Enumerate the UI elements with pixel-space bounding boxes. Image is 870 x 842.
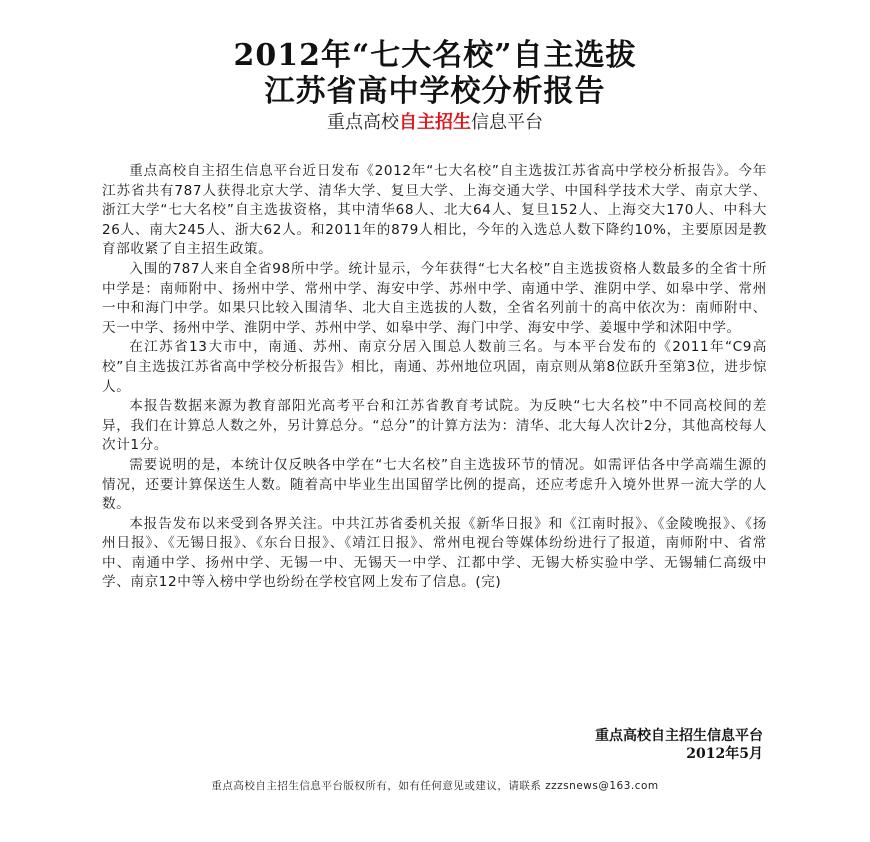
body-paragraph: 入围的787人来自全省98所中学。统计显示，今年获得“七大名校”自主选拔资格人数最多的全省十所中学是：南师附中、扬州中学、常州中学、海安中学、苏州中学、南通中学、淮阴中学、如皋中学、常州一中和海门中学。如果只比较入围清华、北大自主选拔的人数，全省名列前十的高中依次为：南师附中、天一中学、扬州中学、淮阴中学、苏州中学、如皋中学、海门中学、海安中学、姜堰中学和沭阳中学。 — [102, 260, 767, 336]
body-paragraph: 本报告数据来源为教育部阳光高考平台和江苏省教育考试院。为反映“七大名校”中不同高校间的差异，我们在计算总人数之外，另计算总分。“总分”的计算方法为：清华、北大每人次计2分，其他高校每人次计1分。 — [102, 398, 767, 454]
subtitle-suffix: 信息平台 — [471, 112, 543, 133]
body-paragraph: 需要说明的是，本统计仅反映各中学在“七大名校”自主选拔环节的情况。如需评估各中学高端生源的情况，还要计算保送生人数。随着高中毕业生出国留学比例的提高，还应考虑升入境外世界一流大学的人数。 — [102, 456, 767, 513]
body-paragraph: 本报告发布以来受到各界关注。中共江苏省委机关报《新华日报》和《江南时报》、《金陵晚报》、《扬州日报》、《无锡日报》、《东台日报》、《靖江日报》、常州电视台等媒体纷纷进行了报道，南师附中、省常中、南通中学、扬州中学、无锡一中、无锡天一中学、江都中学、无锡大桥实验中学、无锡辅仁高级中学、南京12中等入榜中学也纷纷在学校官网上发布了信息。(完) — [102, 515, 767, 591]
report-title-line1: 2012年“七大名校”自主选拔 — [233, 38, 637, 73]
signature-org: 重点高校自主招生信息平台 — [595, 728, 763, 744]
copyright-footer: 重点高校自主招生信息平台版权所有，如有任何意见或建议，请联系 zzzsnews@163.com — [211, 780, 659, 792]
signature-date: 2012年5月 — [686, 746, 763, 762]
body-paragraph: 在江苏省13大市中，南通、苏州、南京分居入围总人数前三名。与本平台发布的《2011年“C9高校”自主选拔江苏省高中学校分析报告》相比，南通、苏州地位巩固，南京则从第8位跃升至第3位，进步惊人。 — [102, 339, 767, 395]
body-paragraph: 重点高校自主招生信息平台近日发布《2012年“七大名校”自主选拔江苏省高中学校分析报告》。今年江苏省共有787人获得北京大学、清华大学、复旦大学、上海交通大学、中国科学技术大学、南京大学、浙江大学“七大名校”自主选拔资格，其中清华68人、北大64人、复旦152人、上海交大170人、中科大26人、南大245人、浙大62人。和2011年的879人相比，今年的入选总人数下降约10%，主要原因是教育部收紧了自主招生政策。 — [102, 163, 767, 258]
platform-subtitle — [0, 111, 870, 135]
report-title-line2: 江苏省高中学校分析报告 — [264, 74, 606, 109]
report-body — [102, 162, 767, 593]
subtitle-prefix: 重点高校 — [327, 112, 399, 133]
subtitle-highlight: 自主招生 — [399, 112, 471, 133]
